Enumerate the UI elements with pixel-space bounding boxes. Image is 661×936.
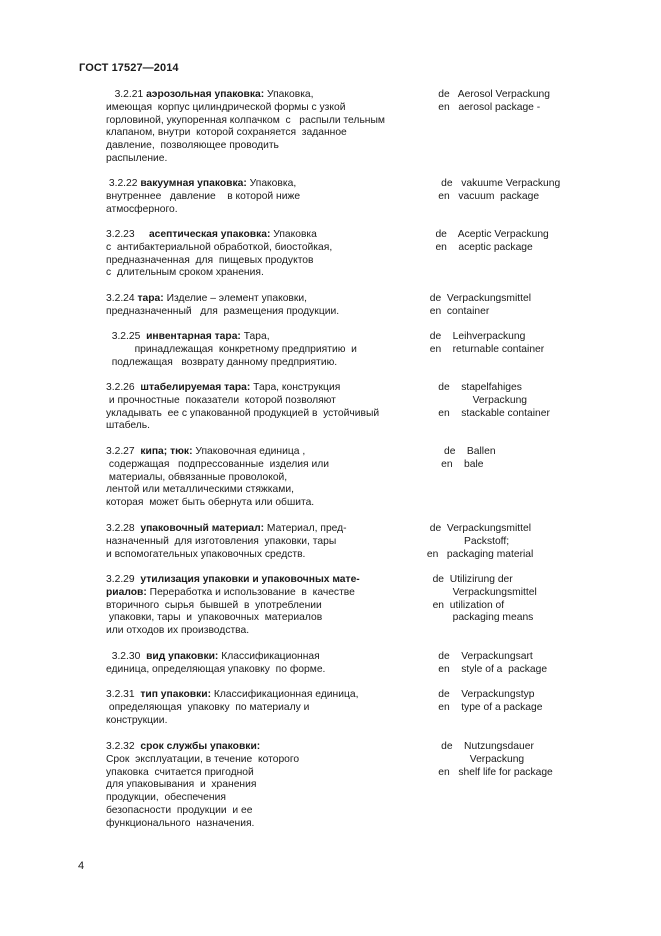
term-name: риалов: <box>106 586 147 598</box>
line-text: 3.2.29 <box>106 574 141 585</box>
definition-line <box>106 472 424 485</box>
line-text: и прочностные показатели которой позволяют <box>106 394 336 406</box>
foreign-equivalents <box>424 574 644 625</box>
line-text: предназначенная для пищевых продуктов <box>106 254 314 266</box>
document-header: ГОСТ 17527—2014 <box>79 62 179 74</box>
line-text: единица, определяющая упаковку по форме. <box>106 663 326 675</box>
line-text: 3.2.30 <box>106 651 147 662</box>
foreign-equivalents <box>424 178 644 204</box>
page-number: 4 <box>78 860 85 872</box>
definition-line <box>106 153 424 166</box>
line-text: атмосферного. <box>106 203 178 215</box>
line-text: давление, позволяющее проводить <box>106 140 279 152</box>
definition-line <box>106 818 424 831</box>
foreign-term: Verpackung <box>424 394 528 406</box>
term-name: тип упаковки: <box>140 689 212 700</box>
definition-line <box>106 446 424 459</box>
definition-line <box>106 574 424 587</box>
line-text: вторичного сырья бывшей в употреблении <box>106 599 322 611</box>
foreign-term: de Verpackungsmittel <box>424 523 532 534</box>
line-text: Упаковочная единица , <box>192 446 306 457</box>
line-text: продукции, обеспечения <box>106 792 226 804</box>
foreign-equivalents <box>424 229 644 255</box>
foreign-term: de Verpackungsart <box>424 651 533 662</box>
term-name: асептическая упаковка: <box>148 229 271 240</box>
line-text: предназначенный для размещения продукции. <box>106 305 340 317</box>
definition-line <box>106 651 424 664</box>
line-text: Упаковка, <box>264 89 314 100</box>
term-definition <box>106 382 424 433</box>
line-text: 3.2.26 <box>106 382 141 393</box>
term-definition <box>106 651 424 677</box>
foreign-equivalents <box>424 382 644 420</box>
line-text: Классификационная единица, <box>211 689 359 700</box>
definition-line <box>106 612 424 625</box>
definition-line <box>106 715 424 728</box>
line-text: укладывать ее с упакованной продукцией в устойчивый <box>106 407 380 419</box>
definition-line <box>106 140 424 153</box>
line-text: функционального назначения. <box>106 817 255 829</box>
line-text: 3.2.22 <box>106 178 141 189</box>
line-text: материалы, обвязанные проволокой, <box>106 471 288 483</box>
foreign-term: de Aerosol Verpackung <box>424 89 550 100</box>
line-text: 3.2.28 <box>106 523 141 534</box>
definition-line <box>106 255 424 268</box>
definition-line <box>106 549 424 562</box>
line-text: 3.2.25 <box>106 331 147 342</box>
line-text: Тара, конструкция <box>250 382 341 393</box>
definition-line <box>106 625 424 638</box>
definition-line <box>106 792 424 805</box>
foreign-equivalents <box>424 293 644 319</box>
term-definition <box>106 523 424 561</box>
line-text: штабель. <box>106 420 150 432</box>
definition-line <box>106 484 424 497</box>
definition-line <box>106 242 424 255</box>
line-text: подлежащая возврату данному предприятию. <box>106 356 338 368</box>
foreign-term: Verpackungsmittel <box>424 586 537 598</box>
definition-line <box>106 306 424 319</box>
line-text: клапаном, внутри которой сохраняется заданное <box>106 127 347 139</box>
definition-line <box>106 229 424 242</box>
foreign-term: de Ballen <box>424 446 496 457</box>
term-definition <box>106 689 424 727</box>
line-text: для упаковывания и хранения <box>106 779 257 791</box>
term-name: кипа; тюк: <box>140 446 193 457</box>
foreign-equivalents <box>424 689 644 715</box>
foreign-term: de Aceptic Verpackung <box>424 229 549 240</box>
foreign-term: en bale <box>424 458 484 470</box>
definition-line <box>106 408 424 421</box>
foreign-term: Verpackung <box>424 753 525 765</box>
definition-line <box>106 536 424 549</box>
definition-line <box>106 115 424 128</box>
line-text: содержащая подпрессованные изделия или <box>106 458 329 470</box>
foreign-equivalents <box>424 523 644 561</box>
definition-line <box>106 459 424 472</box>
definition-line <box>106 702 424 715</box>
foreign-term: en packaging material <box>424 548 534 560</box>
line-text: 3.2.21 <box>106 89 147 100</box>
term-definition <box>106 741 424 831</box>
term-definition <box>106 293 424 319</box>
line-text: Срок эксплуатации, в течение которого <box>106 753 300 765</box>
foreign-term: en container <box>424 305 490 317</box>
definition-line <box>106 127 424 140</box>
term-definition <box>106 89 424 166</box>
line-text: упаковки, тары и упаковочных материалов <box>106 612 323 624</box>
line-text: распыление. <box>106 152 168 164</box>
line-text: горловиной, укупоренная колпачком с распыли тельным <box>106 114 385 126</box>
foreign-term: de stapelfahiges <box>424 382 522 393</box>
foreign-term: de Verpackungstyp <box>424 689 535 700</box>
line-text: конструкции. <box>106 714 168 726</box>
foreign-term: en aerosol package - <box>424 101 541 113</box>
foreign-term: de Nutzungsdauer <box>424 741 534 752</box>
line-text: Изделие – элемент упаковки, <box>163 293 308 304</box>
foreign-equivalents <box>424 741 644 779</box>
line-text: безопасности продукции и ее <box>106 804 253 816</box>
term-name: инвентарная тара: <box>146 331 241 342</box>
term-name: аэрозольная упаковка: <box>146 89 265 100</box>
foreign-equivalents <box>424 89 644 115</box>
line-text: назначенный для изготовления упаковки, тары <box>106 535 337 547</box>
foreign-term: de Utilizirung der <box>424 574 513 585</box>
foreign-equivalents <box>424 651 644 677</box>
definition-line <box>106 204 424 217</box>
line-text: 3.2.32 <box>106 741 141 752</box>
term-name: упаковочный материал: <box>140 523 265 534</box>
line-text: принадлежащая конкретному предприятию и <box>106 343 357 355</box>
term-definition <box>106 331 424 369</box>
line-text: Упаковка <box>270 229 317 240</box>
term-name: утилизация упаковки и упаковочных мате- <box>140 574 360 585</box>
foreign-term: de vakuume Verpackung <box>424 178 561 189</box>
line-text: 3.2.24 <box>106 293 138 304</box>
definition-line <box>106 779 424 792</box>
line-text: упаковка считается пригодной <box>106 766 254 778</box>
foreign-term: en type of a package <box>424 701 543 713</box>
foreign-term: packaging means <box>424 612 534 624</box>
definition-line <box>106 267 424 280</box>
term-definition <box>106 229 424 280</box>
definition-line <box>106 331 424 344</box>
line-text: 3.2.27 <box>106 446 141 457</box>
definition-line <box>106 382 424 395</box>
definition-line <box>106 587 424 600</box>
line-text: с антибактериальной обработкой, биостойкая, <box>106 241 333 253</box>
line-text: лентой или металлическими стяжками, <box>106 484 294 496</box>
foreign-term: de Verpackungsmittel <box>424 293 532 304</box>
definition-line <box>106 497 424 510</box>
term-name: тара: <box>137 293 164 304</box>
definition-line <box>106 664 424 677</box>
definition-line <box>106 191 424 204</box>
definition-line <box>106 89 424 102</box>
foreign-term: en aceptic package <box>424 241 533 253</box>
definition-line <box>106 344 424 357</box>
foreign-term: en shelf life for package <box>424 766 553 778</box>
term-definition <box>106 178 424 216</box>
definition-line <box>106 395 424 408</box>
term-definition <box>106 574 424 638</box>
line-text: Классификационная <box>218 651 320 662</box>
foreign-term: en utilization of <box>424 599 505 611</box>
line-text: 3.2.23 <box>106 229 149 240</box>
line-text: Тара, <box>240 331 270 342</box>
term-name: срок службы упаковки: <box>140 741 261 752</box>
foreign-term: en style of a package <box>424 663 548 675</box>
foreign-term: en returnable container <box>424 343 545 355</box>
line-text: Переработка и использование в качестве <box>146 586 355 598</box>
foreign-term: Packstoff; <box>424 535 510 547</box>
line-text: которая может быть обернута или обшита. <box>106 497 315 509</box>
definition-line <box>106 767 424 780</box>
foreign-term: en vacuum package <box>424 190 540 202</box>
foreign-term: de Leihverpackung <box>424 331 526 342</box>
definition-line <box>106 357 424 370</box>
line-text: имеющая корпус цилиндрической формы с узкой <box>106 101 346 113</box>
term-name: вид упаковки: <box>146 651 219 662</box>
definition-line <box>106 178 424 191</box>
definition-line <box>106 689 424 702</box>
line-text: с длительным сроком хранения. <box>106 267 264 279</box>
line-text: Материал, пред- <box>264 523 347 534</box>
line-text: Упаковка, <box>246 178 297 189</box>
term-definition <box>106 446 424 510</box>
term-name: штабелируемая тара: <box>140 382 251 393</box>
definition-line <box>106 420 424 433</box>
line-text: и вспомогательных упаковочных средств. <box>106 548 306 560</box>
term-name: вакуумная упаковка: <box>140 178 247 189</box>
foreign-term: en stackable container <box>424 407 550 419</box>
definition-line <box>106 600 424 613</box>
definition-line <box>106 805 424 818</box>
line-text: внутреннее давление в которой ниже <box>106 190 301 202</box>
definition-line <box>106 741 424 754</box>
definition-line <box>106 102 424 115</box>
definition-line <box>106 754 424 767</box>
line-text: определяющая упаковку по материалу и <box>106 701 310 713</box>
line-text: или отходов их производства. <box>106 625 250 637</box>
definition-line <box>106 293 424 306</box>
foreign-equivalents <box>424 446 644 472</box>
line-text: 3.2.31 <box>106 689 141 700</box>
foreign-equivalents <box>424 331 644 357</box>
definition-line <box>106 523 424 536</box>
